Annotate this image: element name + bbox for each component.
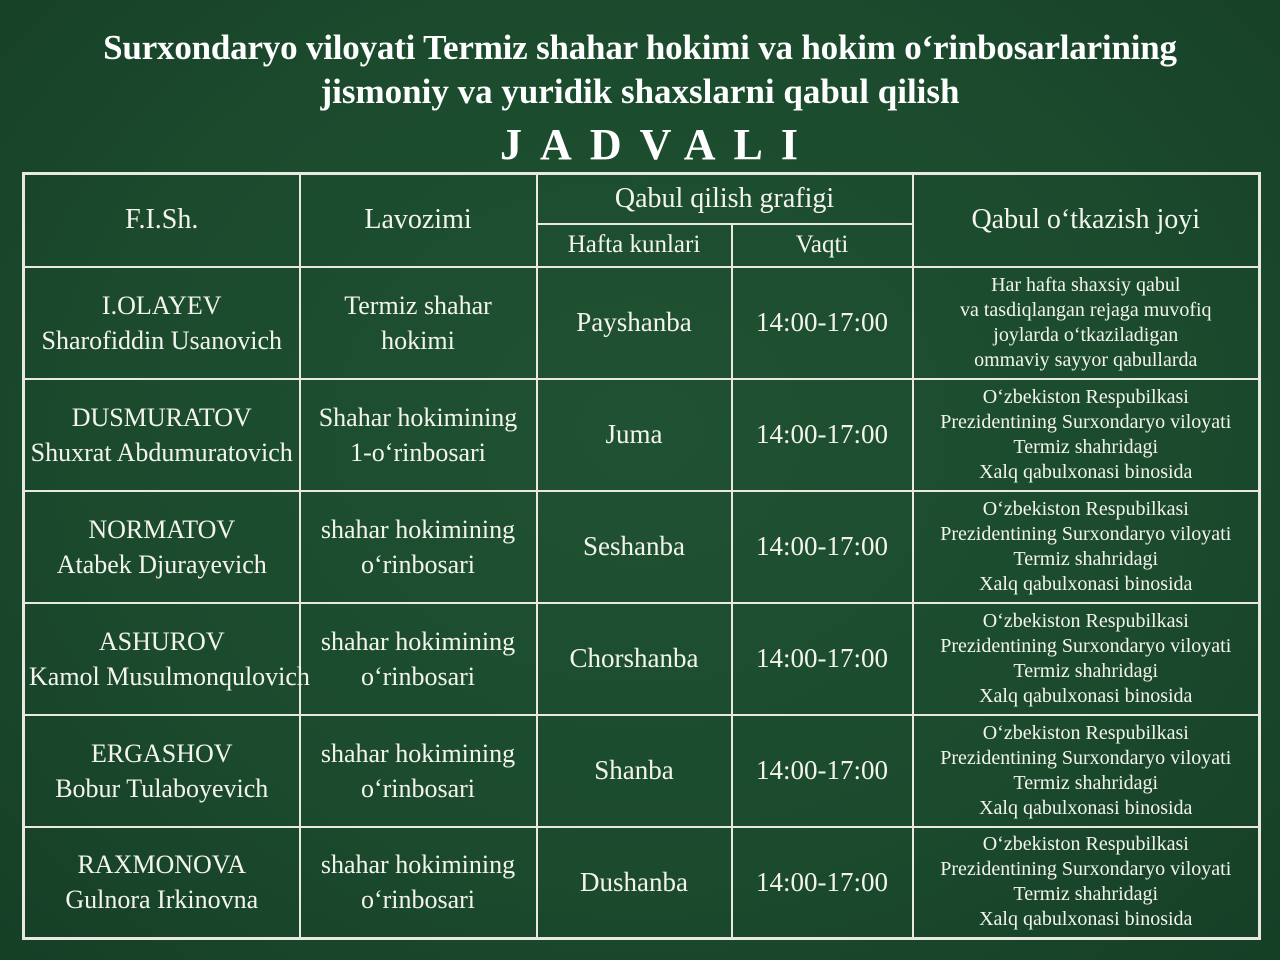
position-line-1: shahar hokimining bbox=[320, 738, 516, 768]
place-line-1: O‘zbekiston Respubilkasi bbox=[982, 385, 1189, 408]
reception-place-cell bbox=[913, 603, 1260, 715]
place-line-1: O‘zbekiston Respubilkasi bbox=[982, 721, 1189, 744]
place-line-3: Termiz shahridagi bbox=[1013, 771, 1159, 794]
table-row bbox=[24, 603, 1260, 715]
table-row bbox=[24, 379, 1260, 491]
header-lavozimi: Lavozimi bbox=[300, 174, 537, 267]
person-given-name: Kamol Musulmonqulovich bbox=[29, 661, 310, 691]
person-surname: I.OLAYEV bbox=[101, 290, 222, 320]
position-cell bbox=[300, 491, 537, 603]
person-given-name: Sharofiddin Usanovich bbox=[41, 325, 282, 355]
place-line-4: Xalq qabulxonasi binosida bbox=[979, 684, 1193, 707]
header-qabul-grafigi: Qabul qilish grafigi bbox=[537, 174, 913, 224]
position-line-2: o‘rinbosari bbox=[360, 661, 476, 691]
position-cell bbox=[300, 715, 537, 827]
reception-place-cell bbox=[913, 379, 1260, 491]
header-hafta-kunlari: Hafta kunlari bbox=[537, 224, 732, 267]
header-qabul-joyi: Qabul o‘tkazish joyi bbox=[913, 174, 1260, 267]
reception-day: Chorshanba bbox=[537, 603, 732, 715]
place-line-2: Prezidentining Surxondaryo viloyati bbox=[940, 746, 1232, 769]
place-line-3: joylarda o‘tkaziladigan bbox=[993, 323, 1179, 346]
position-line-2: o‘rinbosari bbox=[360, 549, 476, 579]
table-row bbox=[24, 491, 1260, 603]
person-given-name: Gulnora Irkinovna bbox=[65, 885, 259, 915]
position-line-1: shahar hokimining bbox=[320, 850, 516, 880]
position-line-2: 1-o‘rinbosari bbox=[350, 437, 486, 467]
place-line-3: Termiz shahridagi bbox=[1013, 659, 1159, 682]
table-row bbox=[24, 715, 1260, 827]
position-line-2: hokimi bbox=[381, 325, 455, 355]
place-line-1: Har hafta shaxsiy qabul bbox=[991, 273, 1181, 296]
reception-time: 14:00-17:00 bbox=[732, 715, 913, 827]
place-line-3: Termiz shahridagi bbox=[1013, 547, 1159, 570]
position-line-2: o‘rinbosari bbox=[360, 885, 476, 915]
person-name-cell bbox=[24, 491, 300, 603]
reception-time: 14:00-17:00 bbox=[732, 491, 913, 603]
reception-day: Payshanba bbox=[537, 267, 732, 379]
place-line-4: Xalq qabulxonasi binosida bbox=[979, 572, 1193, 595]
person-surname: RAXMONOVA bbox=[77, 850, 247, 880]
person-name-cell bbox=[24, 827, 300, 939]
position-cell bbox=[300, 827, 537, 939]
person-name-cell bbox=[24, 379, 300, 491]
place-line-2: Prezidentining Surxondaryo viloyati bbox=[940, 522, 1232, 545]
reception-time: 14:00-17:00 bbox=[732, 827, 913, 939]
person-name-cell bbox=[24, 715, 300, 827]
reception-place-cell bbox=[913, 827, 1260, 939]
title-jadvali: JADVALI bbox=[500, 120, 816, 169]
place-line-2: va tasdiqlangan rejaga muvofiq bbox=[959, 298, 1212, 321]
schedule-body bbox=[24, 267, 1260, 939]
position-line-1: shahar hokimining bbox=[320, 626, 516, 656]
place-line-1: O‘zbekiston Respubilkasi bbox=[982, 497, 1189, 520]
header-fish: F.I.Sh. bbox=[24, 174, 300, 267]
person-name-cell bbox=[24, 267, 300, 379]
reception-time: 14:00-17:00 bbox=[732, 603, 913, 715]
place-line-2: Prezidentining Surxondaryo viloyati bbox=[940, 634, 1232, 657]
place-line-4: Xalq qabulxonasi binosida bbox=[979, 460, 1193, 483]
reception-day: Juma bbox=[537, 379, 732, 491]
person-name-cell bbox=[24, 603, 310, 715]
person-surname: NORMATOV bbox=[88, 514, 236, 544]
table-row bbox=[24, 267, 1260, 379]
person-surname: DUSMURATOV bbox=[71, 402, 252, 432]
place-line-1: O‘zbekiston Respubilkasi bbox=[982, 833, 1189, 856]
title-line-1: Surxondaryo viloyati Termiz shahar hokimi va hokim o‘rinbosarlarining bbox=[103, 28, 1177, 67]
position-line-2: o‘rinbosari bbox=[360, 773, 476, 803]
reception-place-cell bbox=[913, 715, 1260, 827]
position-cell bbox=[300, 603, 537, 715]
position-cell bbox=[300, 379, 537, 491]
position-line-1: Shahar hokimining bbox=[318, 402, 518, 432]
position-line-1: Termiz shahar bbox=[344, 290, 492, 320]
reception-day: Shanba bbox=[537, 715, 732, 827]
reception-place-cell bbox=[913, 491, 1260, 603]
place-line-2: Prezidentining Surxondaryo viloyati bbox=[940, 410, 1232, 433]
title-line-2: jismoniy va yuridik shaxslarni qabul qilish bbox=[320, 72, 960, 111]
place-line-4: Xalq qabulxonasi binosida bbox=[979, 796, 1193, 819]
person-surname: ASHUROV bbox=[98, 626, 225, 656]
position-cell bbox=[300, 267, 537, 379]
reception-time: 14:00-17:00 bbox=[732, 267, 913, 379]
header-vaqti: Vaqti bbox=[732, 224, 913, 267]
person-given-name: Bobur Tulaboyevich bbox=[55, 773, 269, 803]
reception-day: Dushanba bbox=[537, 827, 732, 939]
reception-time: 14:00-17:00 bbox=[732, 379, 913, 491]
person-given-name: Atabek Djurayevich bbox=[56, 549, 267, 579]
position-line-1: shahar hokimining bbox=[320, 514, 516, 544]
place-line-2: Prezidentining Surxondaryo viloyati bbox=[940, 858, 1232, 881]
reception-day: Seshanba bbox=[537, 491, 732, 603]
person-surname: ERGASHOV bbox=[90, 738, 233, 768]
place-line-3: Termiz shahridagi bbox=[1013, 883, 1159, 906]
reception-schedule-table bbox=[22, 172, 1261, 940]
place-line-4: Xalq qabulxonasi binosida bbox=[979, 908, 1193, 931]
place-line-4: ommaviy sayyor qabullarda bbox=[974, 348, 1198, 371]
place-line-1: O‘zbekiston Respubilkasi bbox=[982, 609, 1189, 632]
reception-place-cell bbox=[913, 267, 1260, 379]
table-row bbox=[24, 827, 1260, 939]
place-line-3: Termiz shahridagi bbox=[1013, 435, 1159, 458]
person-given-name: Shuxrat Abdumuratovich bbox=[30, 437, 293, 467]
